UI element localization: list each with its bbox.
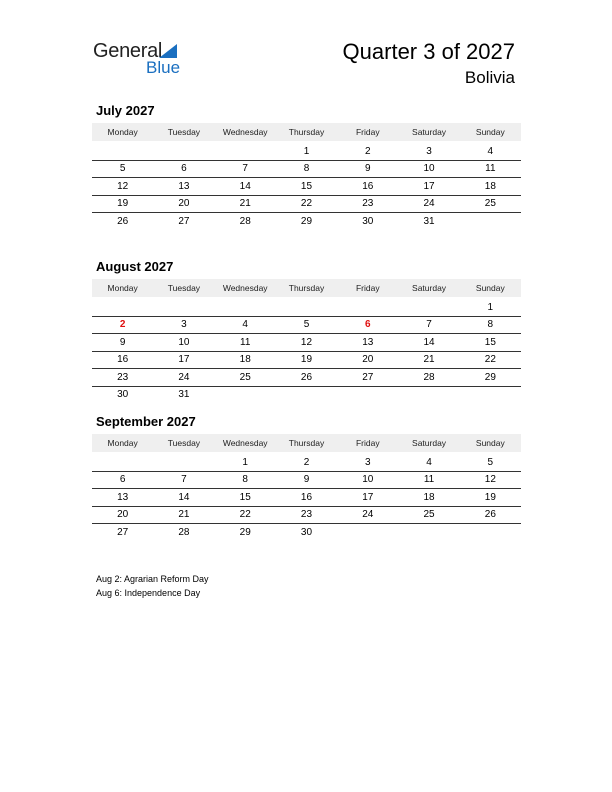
day-cell: 31	[423, 215, 435, 227]
day-cell: 20	[362, 354, 374, 366]
day-cell: 2	[303, 457, 310, 468]
weekday-label: Wednesday	[222, 438, 268, 448]
week-row	[92, 195, 521, 213]
day-cell: 28	[178, 526, 190, 538]
day-cell	[92, 299, 153, 316]
day-cell: 13	[178, 180, 190, 192]
day-cell: 1	[487, 302, 494, 313]
day-cell: 12	[300, 336, 313, 348]
day-cell: 25	[484, 198, 496, 210]
weekday-label: Sunday	[475, 438, 505, 448]
day-cell: 27	[178, 215, 190, 227]
day-cell	[460, 213, 521, 230]
week-row	[92, 524, 521, 541]
day-cell: 5	[119, 163, 126, 175]
day-cell: 4	[242, 319, 248, 331]
day-cell: 19	[484, 491, 496, 503]
day-cell: 29	[239, 526, 251, 538]
day-cell: 1	[242, 457, 248, 468]
day-cell: 4	[487, 146, 494, 157]
day-cell: 6	[181, 163, 187, 175]
day-cell: 26	[300, 371, 313, 383]
day-cell	[215, 299, 276, 316]
weekday-label: Saturday	[412, 283, 447, 293]
day-cell: 21	[239, 198, 251, 210]
day-cell: 3	[364, 457, 371, 468]
day-cell: 15	[239, 491, 251, 503]
weekday-header-row	[92, 279, 521, 297]
week-row	[92, 316, 521, 334]
day-cell: 29	[484, 371, 496, 383]
day-cell: 17	[178, 354, 190, 366]
day-cell: 14	[239, 180, 251, 192]
week-row	[92, 506, 521, 524]
day-cell: 4	[426, 457, 432, 468]
day-cell: 15	[300, 180, 313, 192]
weekday-label: Tuesday	[167, 283, 201, 293]
week-row	[92, 386, 521, 403]
day-cell	[215, 143, 276, 160]
weekday-label: Monday	[107, 438, 138, 448]
day-cell: 25	[423, 509, 435, 521]
day-cell: 23	[362, 198, 374, 210]
day-cell: 15	[484, 336, 496, 348]
week-row	[92, 143, 521, 161]
logo-triangle-icon	[159, 44, 177, 58]
holiday-day-cell: 2	[119, 319, 126, 331]
day-cell: 30	[117, 389, 129, 400]
day-cell: 22	[484, 354, 496, 366]
day-cell	[276, 299, 337, 316]
week-row	[92, 178, 521, 196]
day-cell: 14	[423, 336, 435, 348]
day-cell	[153, 299, 214, 316]
weekday-label: Saturday	[412, 127, 447, 137]
day-cell: 10	[178, 336, 190, 348]
day-cell: 19	[117, 198, 129, 210]
day-cell: 31	[178, 389, 190, 400]
weekday-label: Wednesday	[222, 283, 268, 293]
day-cell	[337, 386, 398, 403]
day-cell	[153, 454, 214, 471]
day-cell: 19	[300, 354, 313, 366]
holiday-day-cell: 6	[364, 319, 371, 331]
day-cell: 23	[300, 509, 313, 521]
day-cell	[92, 454, 153, 471]
day-cell: 16	[117, 354, 129, 366]
month-title: September 2027	[96, 414, 196, 429]
week-row	[92, 334, 521, 352]
day-cell	[460, 524, 521, 541]
day-cell: 5	[487, 457, 494, 468]
day-cell: 21	[423, 354, 435, 366]
day-cell: 25	[239, 371, 251, 383]
weekday-label: Sunday	[475, 127, 505, 137]
day-cell: 24	[423, 198, 435, 210]
day-cell: 22	[239, 509, 251, 521]
logo-text-blue: Blue	[146, 58, 181, 77]
day-cell: 27	[117, 526, 129, 538]
month-title: August 2027	[96, 259, 174, 274]
week-row	[92, 160, 521, 178]
weekday-header-row	[92, 434, 521, 452]
weekday-label: Friday	[355, 283, 380, 293]
week-row	[92, 299, 521, 317]
day-cell: 7	[181, 474, 187, 486]
weekday-label: Sunday	[475, 283, 505, 293]
day-cell: 30	[362, 215, 374, 227]
weekday-label: Monday	[107, 127, 138, 137]
day-cell: 23	[117, 371, 129, 383]
day-cell: 12	[484, 474, 496, 486]
weekday-label: Friday	[355, 127, 380, 137]
day-cell: 8	[487, 319, 494, 331]
generalblue-logo	[93, 40, 193, 80]
day-cell: 3	[426, 146, 432, 157]
day-cell: 8	[242, 474, 248, 486]
day-cell	[92, 143, 153, 160]
day-cell: 22	[300, 198, 313, 210]
day-cell: 11	[485, 163, 496, 175]
day-cell: 8	[303, 163, 310, 175]
day-cell: 26	[484, 509, 496, 521]
weekday-label: Thursday	[288, 283, 325, 293]
day-cell	[215, 386, 276, 403]
weekday-label: Saturday	[412, 438, 447, 448]
day-cell	[153, 143, 214, 160]
day-cell: 20	[117, 509, 129, 521]
day-cell: 13	[117, 491, 129, 503]
country-name: Bolivia	[464, 68, 515, 87]
weekday-label: Tuesday	[167, 438, 201, 448]
day-cell: 18	[423, 491, 435, 503]
day-cell: 10	[423, 163, 435, 175]
day-cell	[337, 299, 398, 316]
day-cell: 16	[362, 180, 374, 192]
week-row	[92, 489, 521, 507]
day-cell: 24	[362, 509, 374, 521]
weekday-label: Friday	[355, 438, 380, 448]
day-cell: 9	[364, 163, 371, 175]
day-cell: 12	[117, 180, 129, 192]
day-cell: 9	[119, 336, 126, 348]
weekday-label: Monday	[107, 283, 138, 293]
weekday-label: Wednesday	[222, 127, 268, 137]
day-cell: 13	[362, 336, 374, 348]
holiday-notes	[96, 572, 209, 600]
day-cell: 26	[117, 215, 129, 227]
day-cell: 1	[303, 146, 310, 157]
day-cell: 16	[300, 491, 313, 503]
day-cell: 9	[303, 474, 310, 486]
month-title: July 2027	[96, 103, 155, 118]
day-cell: 29	[300, 215, 313, 227]
day-cell: 10	[362, 474, 374, 486]
day-cell	[460, 386, 521, 403]
day-cell	[398, 524, 459, 541]
day-cell: 5	[303, 319, 310, 331]
week-row	[92, 471, 521, 489]
week-row	[92, 351, 521, 369]
day-cell: 28	[423, 371, 435, 383]
week-row	[92, 213, 521, 230]
day-cell: 28	[239, 215, 251, 227]
day-cell: 7	[242, 163, 248, 175]
day-cell: 21	[178, 509, 190, 521]
logo-text-general: General	[93, 40, 163, 62]
day-cell: 27	[362, 371, 374, 383]
day-cell: 7	[426, 319, 432, 331]
holiday-note: Aug 6: Independence Day	[96, 588, 201, 598]
page-title: Quarter 3 of 2027	[342, 39, 515, 64]
week-row	[92, 369, 521, 387]
day-cell: 14	[178, 491, 190, 503]
week-row	[92, 454, 521, 472]
day-cell: 18	[484, 180, 496, 192]
day-cell: 24	[178, 371, 190, 383]
day-cell: 18	[239, 354, 251, 366]
day-cell: 3	[181, 319, 187, 331]
day-cell	[398, 386, 459, 403]
day-cell: 2	[364, 146, 371, 157]
day-cell: 6	[119, 474, 126, 486]
day-cell: 30	[300, 526, 313, 538]
weekday-label: Tuesday	[167, 127, 201, 137]
weekday-label: Thursday	[288, 438, 325, 448]
day-cell	[337, 524, 398, 541]
day-cell: 11	[423, 474, 435, 486]
day-cell: 17	[362, 491, 374, 503]
day-cell: 17	[423, 180, 435, 192]
weekday-label: Thursday	[288, 127, 325, 137]
day-cell	[398, 299, 459, 316]
weekday-header-row	[92, 123, 521, 141]
day-cell: 20	[178, 198, 190, 210]
day-cell: 11	[240, 336, 251, 348]
holiday-note: Aug 2: Agrarian Reform Day	[96, 574, 209, 584]
day-cell	[276, 386, 337, 403]
